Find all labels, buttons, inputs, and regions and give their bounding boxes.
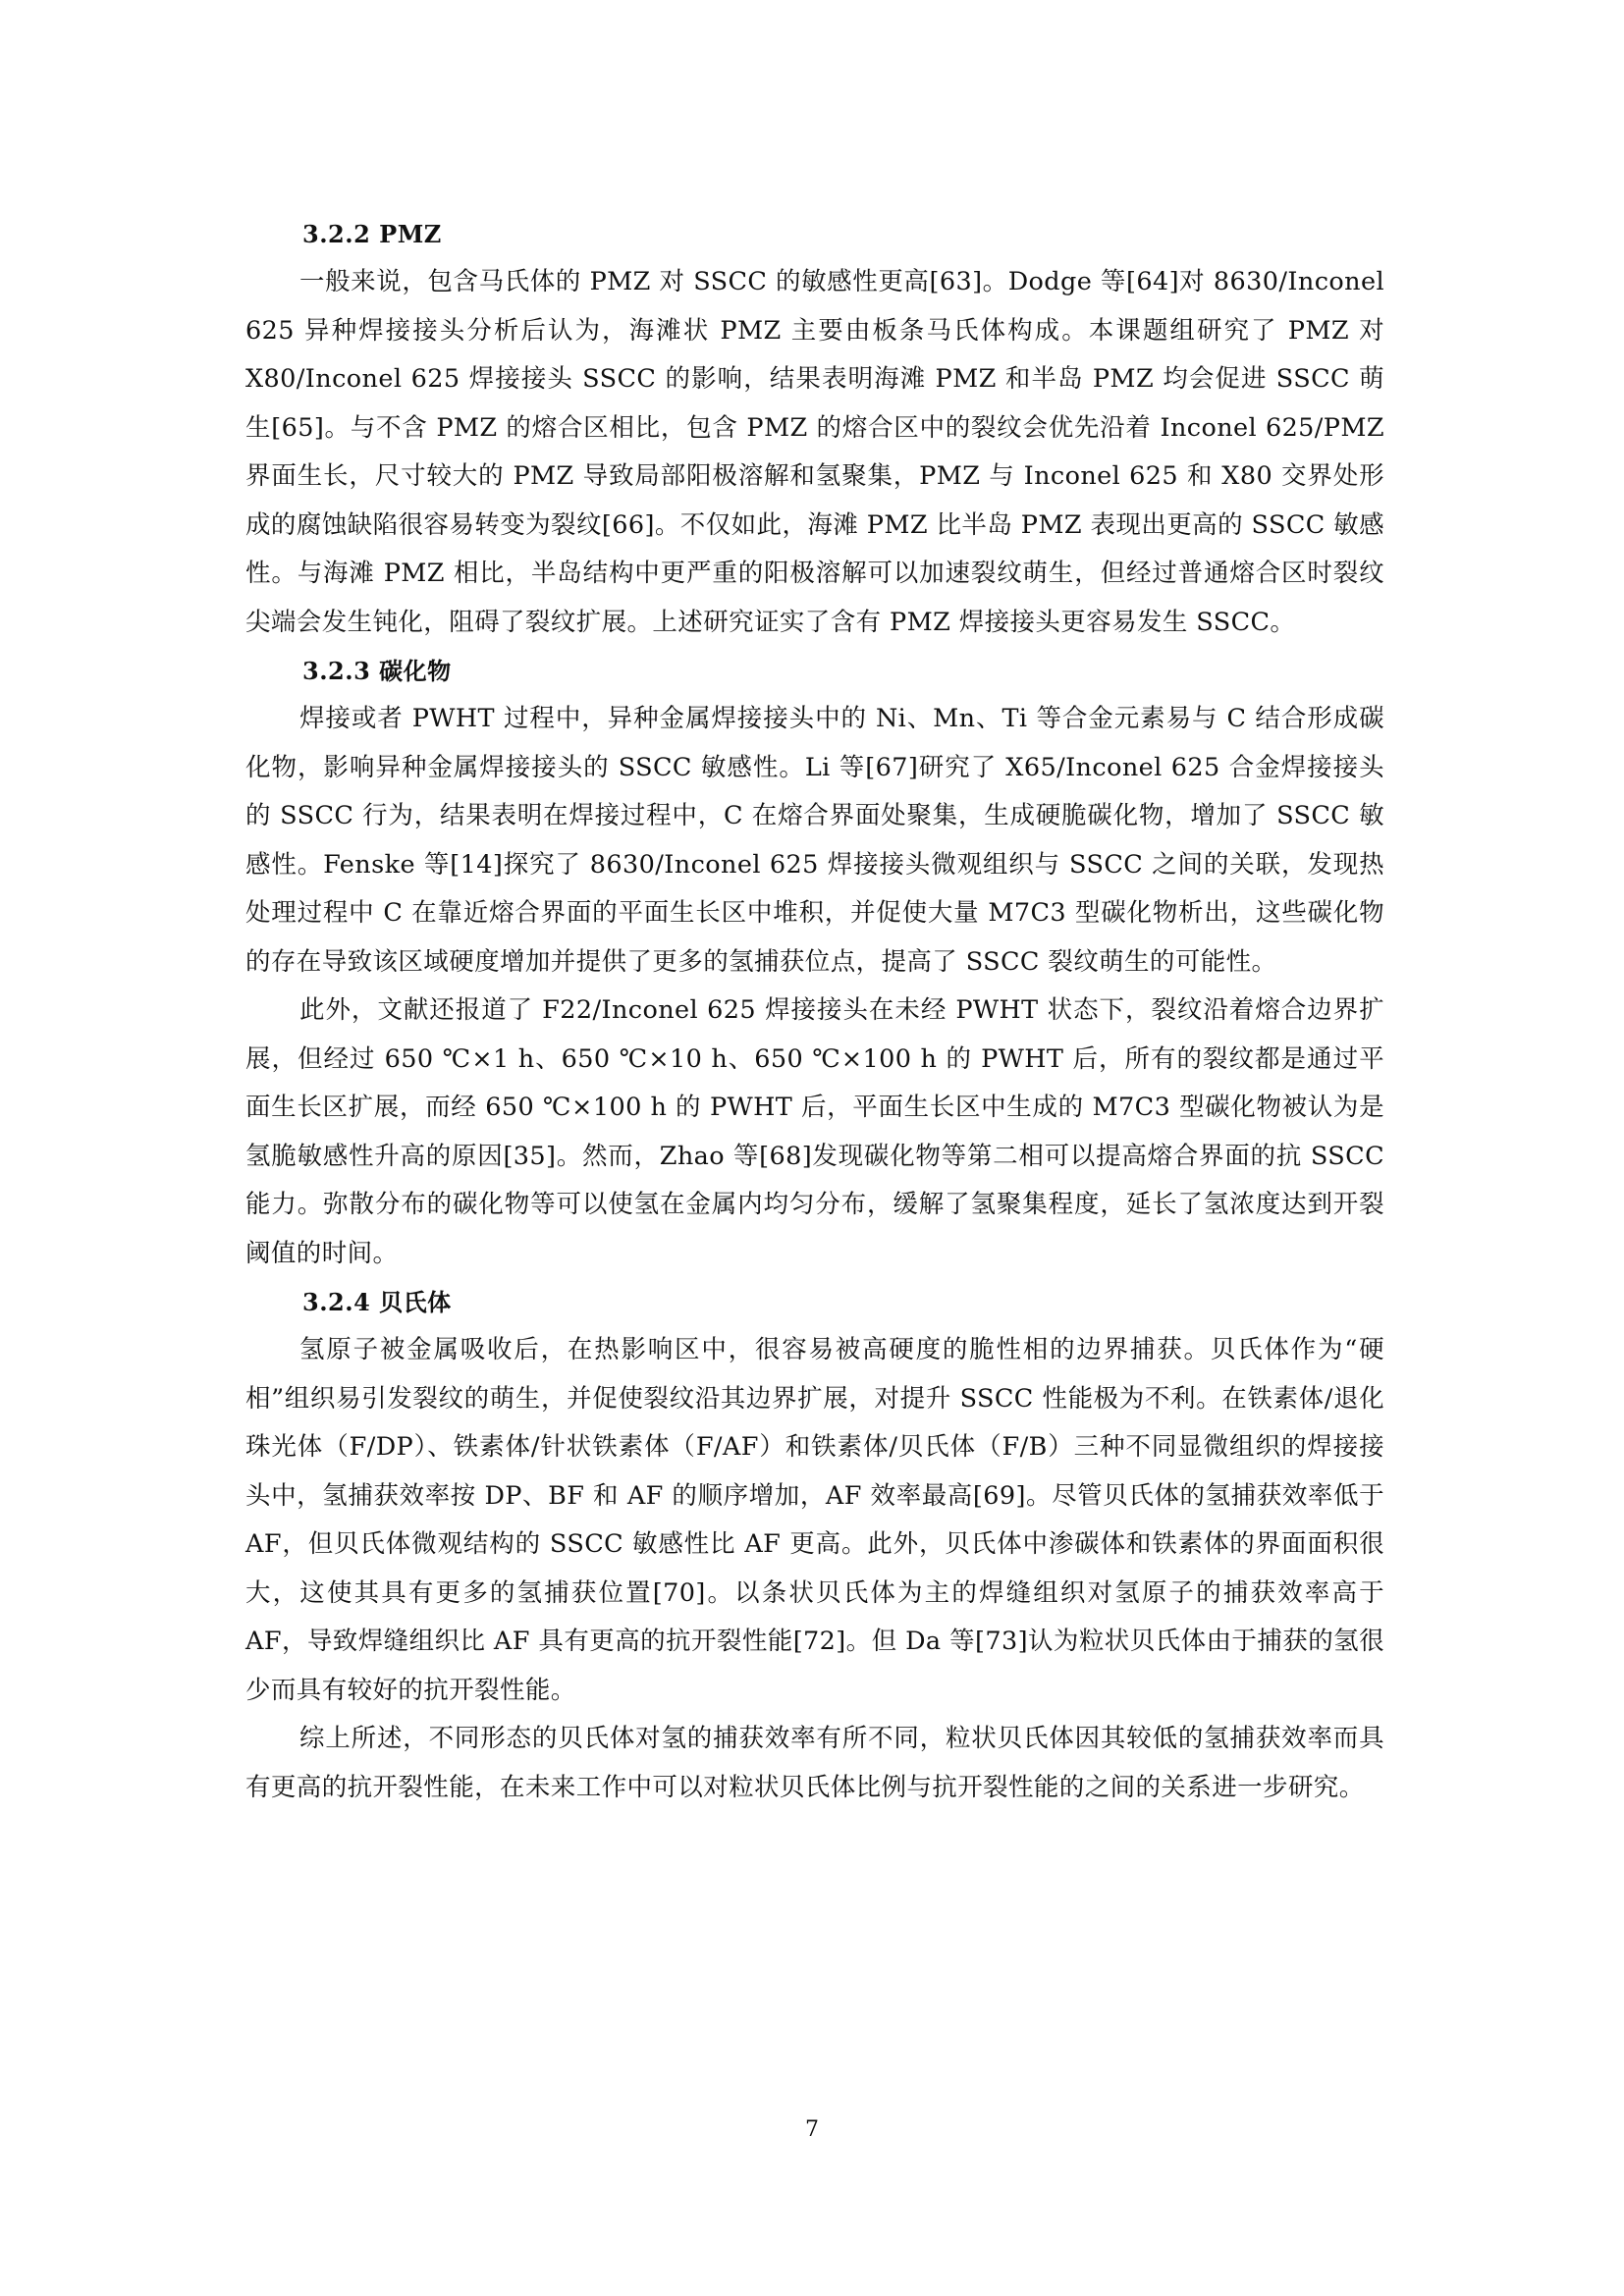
paragraph-pmz: 一般来说，包含马氏体的 PMZ 对 SSCC 的敏感性更高[63]。Dodge 等[64]对 8630/Inconel 625 异种焊接接头分析后认为，海滩状 PMZ 主要由板条马氏体构成。本课题组研究了 PMZ 对 X80/Inconel 625 焊接接头 SSCC 的影响，结果表明海滩 PMZ 和半岛 PMZ 均会促进 SSCC 萌生[65]。与不含 PMZ 的熔合区相比，包含 PMZ 的熔合区中的裂纹会优先沿着 Inconel 625/PMZ 界面生长，尺寸较大的 PMZ 导致局部阳极溶解和氢聚集，PMZ 与 Inconel 625 和 X80 交界处形成的腐蚀缺陷很容易转变为裂纹[66]。不仅如此，海滩 PMZ 比半岛 PMZ 表现出更高的 SSCC 敏感性。与海滩 PMZ 相比，半岛结构中更严重的阳极溶解可以加速裂纹萌生，但经过普通熔合区时裂纹尖端会发生钝化，阻碍了裂纹扩展。上述研究证实了含有 PMZ 焊接接头更容易发生 SSCC。: [245, 267, 1384, 637]
section-heading-pmz: 3.2.2 PMZ: [302, 220, 442, 248]
section-heading-carbide: 3.2.3 碳化物: [302, 657, 452, 685]
page-number: 7: [805, 2117, 819, 2142]
paragraph-bainite-2: 综上所述，不同形态的贝氏体对氢的捕获效率有所不同，粒状贝氏体因其较低的氢捕获效率而具有更高的抗开裂性能，在未来工作中可以对粒状贝氏体比例与抗开裂性能的之间的关系进一步研究。: [245, 1724, 1384, 1802]
paragraph-carbide-1: 焊接或者 PWHT 过程中，异种金属焊接接头中的 Ni、Mn、Ti 等合金元素易与 C 结合形成碳化物，影响异种金属焊接接头的 SSCC 敏感性。Li 等[67]研究了 X65/Inconel 625 合金焊接接头的 SSCC 行为，结果表明在焊接过程中，C 在熔合界面处聚集，生成硬脆碳化物，增加了 SSCC 敏感性。Fenske 等[14]探究了 8630/Inconel 625 焊接接头微观组织与 SSCC 之间的关联，发现热处理过程中 C 在靠近熔合界面的平面生长区中堆积，并促使大量 M7C3 型碳化物析出，这些碳化物的存在导致该区域硬度增加并提供了更多的氢捕获位点，提高了 SSCC 裂纹萌生的可能性。: [245, 704, 1384, 977]
paragraph-bainite-1: 氢原子被金属吸收后，在热影响区中，很容易被高硬度的脆性相的边界捕获。贝氏体作为“硬相”组织易引发裂纹的萌生，并促使裂纹沿其边界扩展，对提升 SSCC 性能极为不利。在铁素体/退化珠光体（F/DP）、铁素体/针状铁素体（F/AF）和铁素体/贝氏体（F/B）三种不同显微组织的焊接接头中，氢捕获效率按 DP、BF 和 AF 的顺序增加，AF 效率最高[69]。尽管贝氏体的氢捕获效率低于 AF，但贝氏体微观结构的 SSCC 敏感性比 AF 更高。此外，贝氏体中渗碳体和铁素体的界面面积很大，这使其具有更多的氢捕获位置[70]。以条状贝氏体为主的焊缝组织对氢原子的捕获效率高于 AF，导致焊缝组织比 AF 具有更高的抗开裂性能[72]。但 Da 等[73]认为粒状贝氏体由于捕获的氢很少而具有较好的抗开裂性能。: [245, 1335, 1384, 1705]
section-heading-bainite: 3.2.4 贝氏体: [302, 1288, 452, 1316]
page-body: [245, 210, 1384, 1812]
paragraph-carbide-2: 此外，文献还报道了 F22/Inconel 625 焊接接头在未经 PWHT 状态下，裂纹沿着熔合边界扩展，但经过 650 ℃×1 h、650 ℃×10 h、650 ℃×100 h 的 PWHT 后，所有的裂纹都是通过平面生长区扩展，而经 650 ℃×100 h 的 PWHT 后，平面生长区中生成的 M7C3 型碳化物被认为是氢脆敏感性升高的原因[35]。然而，Zhao 等[68]发现碳化物等第二相可以提高熔合界面的抗 SSCC 能力。弥散分布的碳化物等可以使氢在金属内均匀分布，缓解了氢聚集程度，延长了氢浓度达到开裂阈值的时间。: [245, 995, 1384, 1268]
